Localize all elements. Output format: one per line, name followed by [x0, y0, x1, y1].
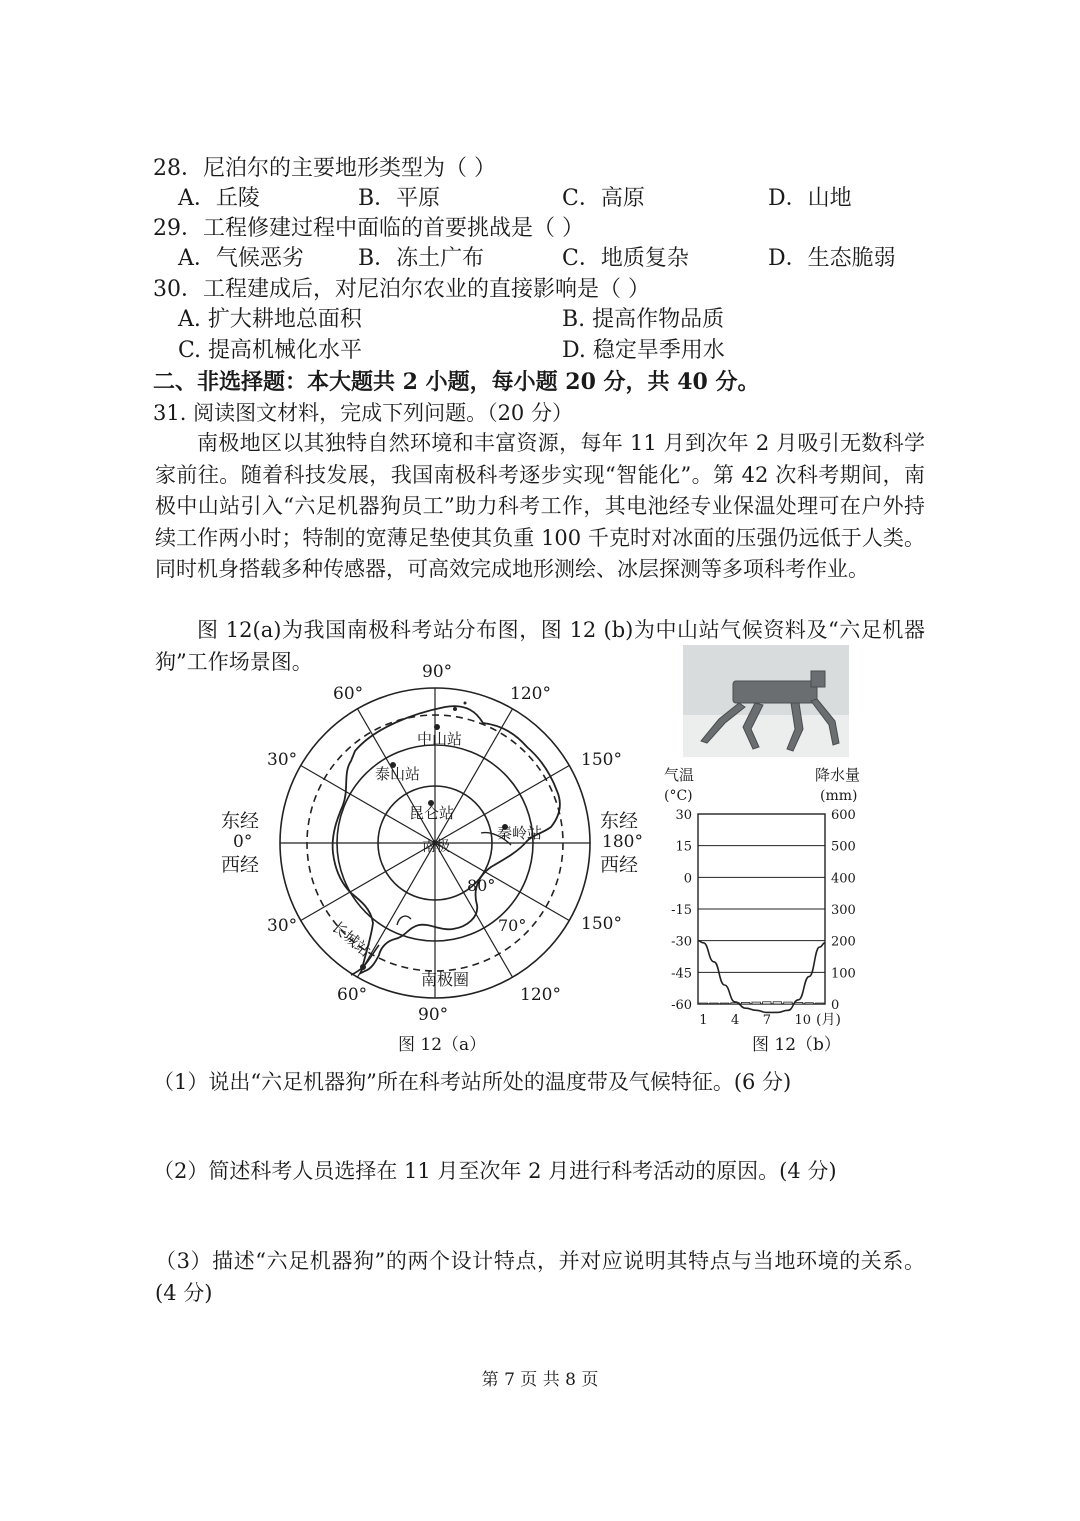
q31-sub2: （2）简述科考人员选择在 11 月至次年 2 月进行科考活动的原因。(4 分)	[153, 1159, 837, 1183]
q31-figure-intro: 图 12(a)为我国南极科考站分布图，图 12 (b)为中山站气候资料及“六足机器狗”工作场景图。	[155, 618, 925, 674]
q29-option-c: C．地质复杂	[562, 246, 689, 271]
q30-option-d: D. 稳定旱季用水	[562, 338, 725, 363]
precip-bar	[752, 1002, 760, 1004]
ross-sea-outline	[397, 916, 411, 925]
kunlun-station-label: 昆仑站	[409, 804, 455, 822]
precip-bar	[720, 1003, 728, 1004]
page-footer: 第 7 页 共 8 页	[481, 1370, 599, 1390]
lon-left-west-label: 西经	[221, 854, 260, 876]
precip-bar	[741, 1002, 749, 1004]
q30-stem: 30．工程建成后，对尼泊尔农业的直接影响是（ ）	[153, 277, 650, 302]
lon-bottom-left-label: 60°	[337, 985, 368, 1005]
lon-left-lower-label: 30°	[267, 916, 298, 936]
temp-tick-label: 30	[675, 808, 692, 823]
precip-axis-title: 降水量	[815, 766, 861, 784]
precip-bar	[699, 1003, 707, 1004]
temp-tick-label: 0	[683, 871, 692, 887]
lon-top-left-label: 60°	[333, 684, 364, 704]
zhongshan-station-label: 中山站	[417, 730, 463, 748]
lon-right-lower-label: 150°	[581, 914, 622, 934]
precip-tick-label: 200	[831, 934, 856, 950]
lon-bottom-right-label: 120°	[520, 985, 561, 1005]
figure-12b-climate-chart	[660, 762, 870, 1032]
lon-left-upper-label: 30°	[267, 750, 298, 770]
q28-option-d: D．山地	[768, 186, 852, 211]
precip-tick-label: 400	[831, 871, 856, 887]
precip-bar	[710, 1003, 718, 1004]
temp-tick-label: 15	[675, 839, 692, 855]
lat-70-label: 70°	[498, 916, 527, 935]
precip-tick-label: 100	[831, 966, 856, 982]
figure-12a-caption: 图 12（a）	[398, 1035, 487, 1055]
q30-option-c: C. 提高机械化水平	[178, 338, 363, 363]
changcheng-station-marker	[360, 964, 366, 970]
q28-option-c: C．高原	[562, 186, 645, 211]
precip-tick-label: 300	[831, 903, 856, 918]
temp-tick-label: -60	[671, 998, 692, 1013]
temp-axis-unit: (°C)	[664, 788, 693, 804]
temperature-line	[698, 941, 825, 1013]
q31-material-paragraph: 南极地区以其独特自然环境和丰富资源，每年 11 月到次年 2 月吸引无数科学家前往。随着科技发展，我国南极科考逐步实现“智能化”。第 42 次科考期间，南极中山站引入“六足机器狗员工”助力科考工作，其电池经专业保温处理可在户外持续工作两小时；特制的宽薄足垫使其负重 100 千克时对冰面的压强仍远低于人类。同时机身搭载多种传感器，可高效完成地形测绘、冰层探测等多项科考作业。	[155, 431, 925, 581]
temp-axis-title: 气温	[664, 766, 695, 784]
figure-12b-caption: 图 12（b）	[752, 1035, 841, 1055]
lon-top-right-label: 120°	[510, 684, 551, 704]
q31-stem: 31. 阅读图文材料，完成下列问题。（20 分）	[153, 401, 573, 425]
precip-tick-label: 0	[831, 998, 840, 1013]
changcheng-station-label: 长城站	[328, 917, 375, 961]
q30-option-b: B. 提高作物品质	[562, 307, 725, 332]
lat-80-label: 80°	[467, 876, 496, 895]
q28-option-a: A．丘陵	[178, 186, 260, 211]
q31-sub3: （3）描述“六足机器狗”的两个设计特点，并对应说明其特点与当地环境的关系。(4 分)	[155, 1249, 925, 1305]
precip-bar	[805, 1003, 813, 1004]
precip-tick-label: 500	[831, 839, 856, 855]
month-tick-label: 7	[762, 1013, 772, 1028]
precip-bar	[773, 1002, 781, 1004]
q28-option-b: B．平原	[358, 186, 441, 211]
lon-right-upper-label: 150°	[581, 750, 622, 770]
lon-right-west-label: 西经	[600, 854, 639, 876]
robot-dog-photo	[683, 645, 849, 757]
island-marker	[453, 707, 457, 711]
lon-left-east-label: 东经	[221, 810, 260, 832]
lon-right-east-label: 东经	[600, 810, 639, 832]
lon-left-label: 0°	[233, 832, 253, 852]
south-pole-label: 南极	[422, 839, 450, 855]
month-tick-label: 1	[699, 1013, 708, 1028]
precip-tick-label: 600	[831, 808, 856, 823]
taishan-station-label: 泰山站	[375, 765, 421, 783]
q29-option-d: D．生态脆弱	[768, 246, 896, 271]
lon-top-label: 90°	[422, 662, 453, 682]
temp-tick-label: -30	[671, 934, 692, 950]
month-unit-label: (月)	[816, 1012, 841, 1028]
precip-axis-unit: (mm)	[820, 788, 858, 804]
month-tick-label: 10	[794, 1013, 812, 1028]
q30-option-a: A. 扩大耕地总面积	[178, 307, 362, 332]
temp-tick-label: -15	[671, 903, 692, 918]
precip-bar	[784, 1002, 792, 1004]
q31-sub1: （1）说出“六足机器狗”所在科考站所处的温度带及气候特征。(6 分)	[153, 1070, 792, 1094]
qinling-station-label: 秦岭站	[497, 824, 543, 842]
island-marker	[464, 702, 467, 705]
antarctic-circle-label: 南极圈	[421, 970, 470, 989]
q28-stem: 28．尼泊尔的主要地形类型为（ ）	[153, 156, 496, 181]
temp-tick-label: -45	[671, 966, 692, 982]
lon-bottom-label: 90°	[418, 1005, 449, 1025]
precip-bar	[763, 1002, 771, 1004]
lon-right-label: 180°	[602, 832, 643, 852]
section-heading: 二、非选择题：本大题共 2 小题，每小题 20 分，共 40 分。	[153, 369, 760, 395]
precip-bar	[815, 1003, 823, 1004]
month-tick-label: 4	[731, 1013, 740, 1028]
figure-12a-map	[215, 655, 660, 1025]
q29-option-b: B．冻土广布	[358, 246, 485, 271]
q29-stem: 29．工程修建过程中面临的首要挑战是（ ）	[153, 216, 584, 241]
q29-option-a: A．气候恶劣	[178, 246, 304, 271]
